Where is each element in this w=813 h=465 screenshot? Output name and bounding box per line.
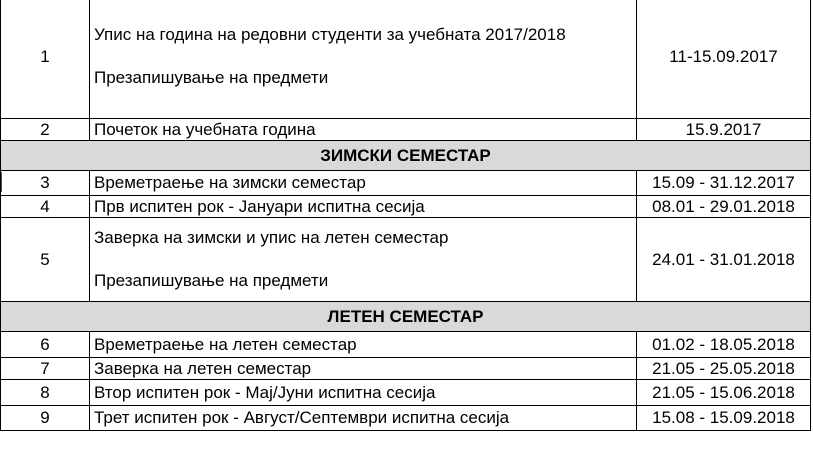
- activity-description-cell[interactable]: [90, 218, 637, 302]
- row-number-cell[interactable]: 2: [1, 119, 90, 141]
- section-title[interactable]: ЗИМСКИ СЕМЕСТАР: [1, 141, 811, 171]
- activity-line: Прв испитен рок - Јануари испитна сесија: [94, 196, 425, 216]
- row-number-cell[interactable]: 1: [1, 0, 90, 119]
- date-range-cell[interactable]: 15.9.2017: [637, 119, 811, 141]
- activity-line: Трет испитен рок - Август/Септември испитна сесија: [94, 408, 510, 427]
- calendar-row: [1, 171, 811, 196]
- activity-description-cell[interactable]: [90, 171, 637, 196]
- calendar-row: [1, 380, 811, 406]
- activity-line: Почеток на учебната година: [94, 119, 316, 139]
- calendar-row: [1, 358, 811, 380]
- section-header-row: [1, 141, 811, 171]
- activity-description-cell[interactable]: [90, 406, 637, 431]
- row-number-cell[interactable]: 3: [1, 171, 90, 196]
- activity-description-cell[interactable]: [90, 119, 637, 141]
- calendar-table-body: [1, 0, 811, 431]
- row-number-cell[interactable]: 7: [1, 358, 90, 380]
- date-range-cell[interactable]: 21.05 - 15.06.2018: [637, 380, 811, 406]
- activity-line: Заверка на зимски и упис на летен семестар: [94, 228, 449, 247]
- date-range-cell[interactable]: 24.01 - 31.01.2018: [637, 218, 811, 302]
- date-range-cell[interactable]: 15.09 - 31.12.2017: [637, 171, 811, 196]
- activity-line: Презапишување на предмети: [94, 68, 329, 87]
- calendar-row: [1, 196, 811, 218]
- activity-description-cell[interactable]: [90, 0, 637, 119]
- row-number-cell[interactable]: 8: [1, 380, 90, 406]
- row-number-cell[interactable]: 6: [1, 332, 90, 358]
- calendar-row: [1, 332, 811, 358]
- calendar-row: [1, 406, 811, 431]
- row-number-cell[interactable]: 5: [1, 218, 90, 302]
- activity-line: Времетраење на зимски семестар: [94, 173, 366, 192]
- activity-line: Времетраење на летен семестар: [94, 334, 357, 354]
- activity-line: Втор испитен рок - Мај/Јуни испитна сесија: [94, 382, 436, 402]
- section-title[interactable]: ЛЕТЕН СЕМЕСТАР: [1, 302, 811, 332]
- activity-description-cell[interactable]: [90, 380, 637, 406]
- activity-line: Заверка на летен семестар: [94, 358, 312, 378]
- calendar-row: [1, 0, 811, 119]
- calendar-row: [1, 218, 811, 302]
- activity-description-cell[interactable]: [90, 358, 637, 380]
- row-number-cell[interactable]: 4: [1, 196, 90, 218]
- date-range-cell[interactable]: 11-15.09.2017: [637, 0, 811, 119]
- date-range-cell[interactable]: 21.05 - 25.05.2018: [637, 358, 811, 380]
- section-header-row: [1, 302, 811, 332]
- activity-description-cell[interactable]: [90, 196, 637, 218]
- calendar-row: [1, 119, 811, 141]
- activity-line: Упис на година на редовни студенти за учебната 2017/2018: [94, 25, 566, 44]
- date-range-cell[interactable]: 01.02 - 18.05.2018: [637, 332, 811, 358]
- date-range-cell[interactable]: 15.08 - 15.09.2018: [637, 406, 811, 431]
- activity-line: Презапишување на предмети: [94, 271, 329, 290]
- row-number-cell[interactable]: 9: [1, 406, 90, 431]
- date-range-cell[interactable]: 08.01 - 29.01.2018: [637, 196, 811, 218]
- activity-description-cell[interactable]: [90, 332, 637, 358]
